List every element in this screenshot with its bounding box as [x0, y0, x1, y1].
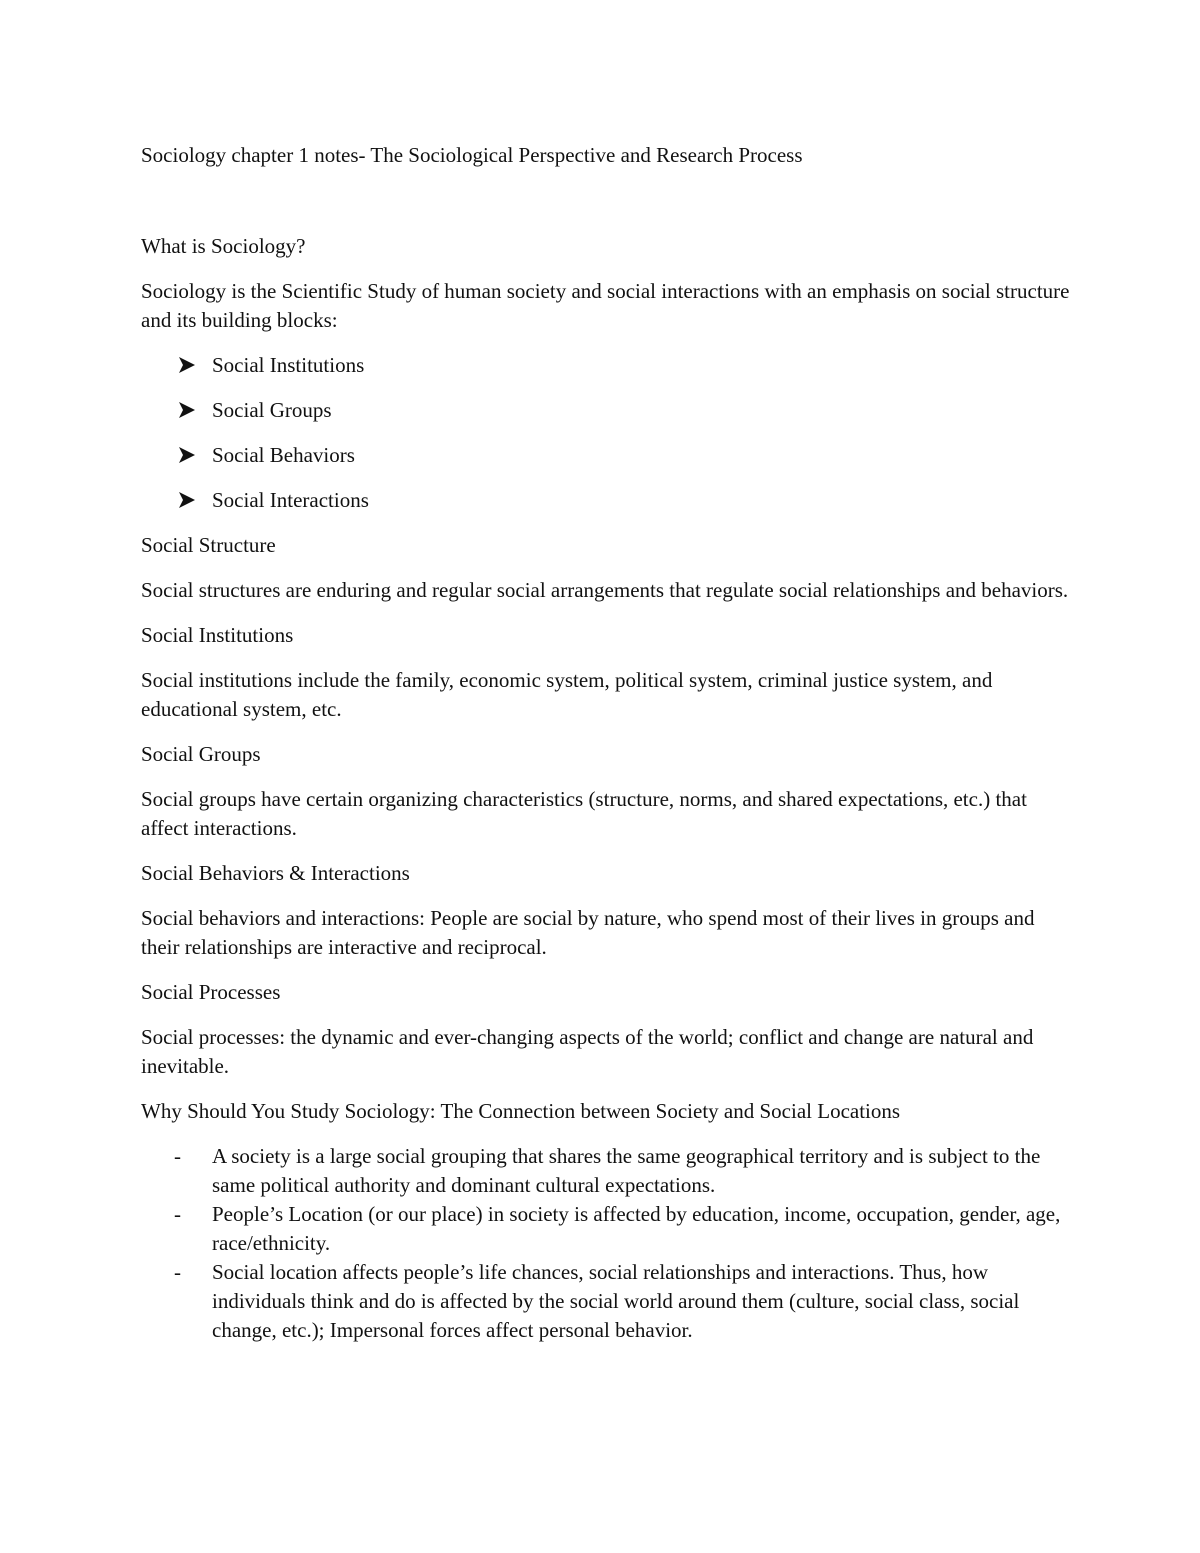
section-body-social-groups: Social groups have certain organizing characteristics (structure, norms, and shared expectations, etc.) that affect interactions. [141, 787, 1027, 840]
document-title: Sociology chapter 1 notes- The Sociological Perspective and Research Process [141, 143, 803, 167]
section-body-social-institutions: Social institutions include the family, economic system, political system, criminal justice system, and educational system, etc. [141, 668, 993, 721]
list-item-text: A society is a large social grouping that shares the same geographical territory and is subject to the same political authority and dominant cultural expectations. [212, 1144, 1041, 1197]
section-heading-social-behaviors-interactions: Social Behaviors & Interactions [141, 861, 410, 885]
list-item-label: Social Groups [212, 398, 332, 422]
section-body-social-structure: Social structures are enduring and regular social arrangements that regulate social relationships and behaviors. [141, 578, 1069, 602]
list-item [141, 486, 1071, 515]
social-location-list [141, 1142, 1071, 1345]
section-heading-social-institutions: Social Institutions [141, 623, 294, 647]
document-page [141, 140, 1071, 1345]
building-blocks-list [141, 351, 1071, 515]
section-heading-why-study-sociology: Why Should You Study Sociology: The Connection between Society and Social Locations [141, 1099, 901, 1123]
list-item [141, 1258, 1071, 1345]
list-item-text: Social location affects people’s life chances, social relationships and interactions. Thus, how individuals think and do is affected by the social world around them (culture, social class, social change, etc.); Impersonal forces affect personal behavior. [212, 1260, 1020, 1342]
list-item [141, 396, 1071, 425]
section-heading-social-groups: Social Groups [141, 742, 261, 766]
dash-marker: - [174, 1202, 181, 1226]
list-item [141, 1142, 1071, 1200]
arrowhead-bullet-icon [177, 355, 197, 375]
list-item [141, 1200, 1071, 1258]
arrowhead-bullet-icon [177, 445, 197, 465]
list-item [141, 351, 1071, 380]
section-heading-what-is-sociology: What is Sociology? [141, 234, 306, 258]
section-body-social-processes: Social processes: the dynamic and ever-changing aspects of the world; conflict and change are natural and inevitable. [141, 1025, 1034, 1078]
section-heading-social-structure: Social Structure [141, 533, 276, 557]
arrowhead-bullet-icon [177, 400, 197, 420]
list-item-text: People’s Location (or our place) in society is affected by education, income, occupation, gender, age, race/ethnicity. [212, 1202, 1061, 1255]
section-heading-social-processes: Social Processes [141, 980, 281, 1004]
list-item [141, 441, 1071, 470]
dash-marker: - [174, 1260, 181, 1284]
list-item-label: Social Behaviors [212, 443, 355, 467]
list-item-label: Social Institutions [212, 353, 365, 377]
section-body-social-behaviors-interactions: Social behaviors and interactions: People are social by nature, who spend most of their lives in groups and their relationships are interactive and reciprocal. [141, 906, 1035, 959]
arrowhead-bullet-icon [177, 490, 197, 510]
list-item-label: Social Interactions [212, 488, 369, 512]
section-body-what-is-sociology: Sociology is the Scientific Study of human society and social interactions with an emphasis on social structure and its building blocks: [141, 279, 1070, 332]
dash-marker: - [174, 1144, 181, 1168]
